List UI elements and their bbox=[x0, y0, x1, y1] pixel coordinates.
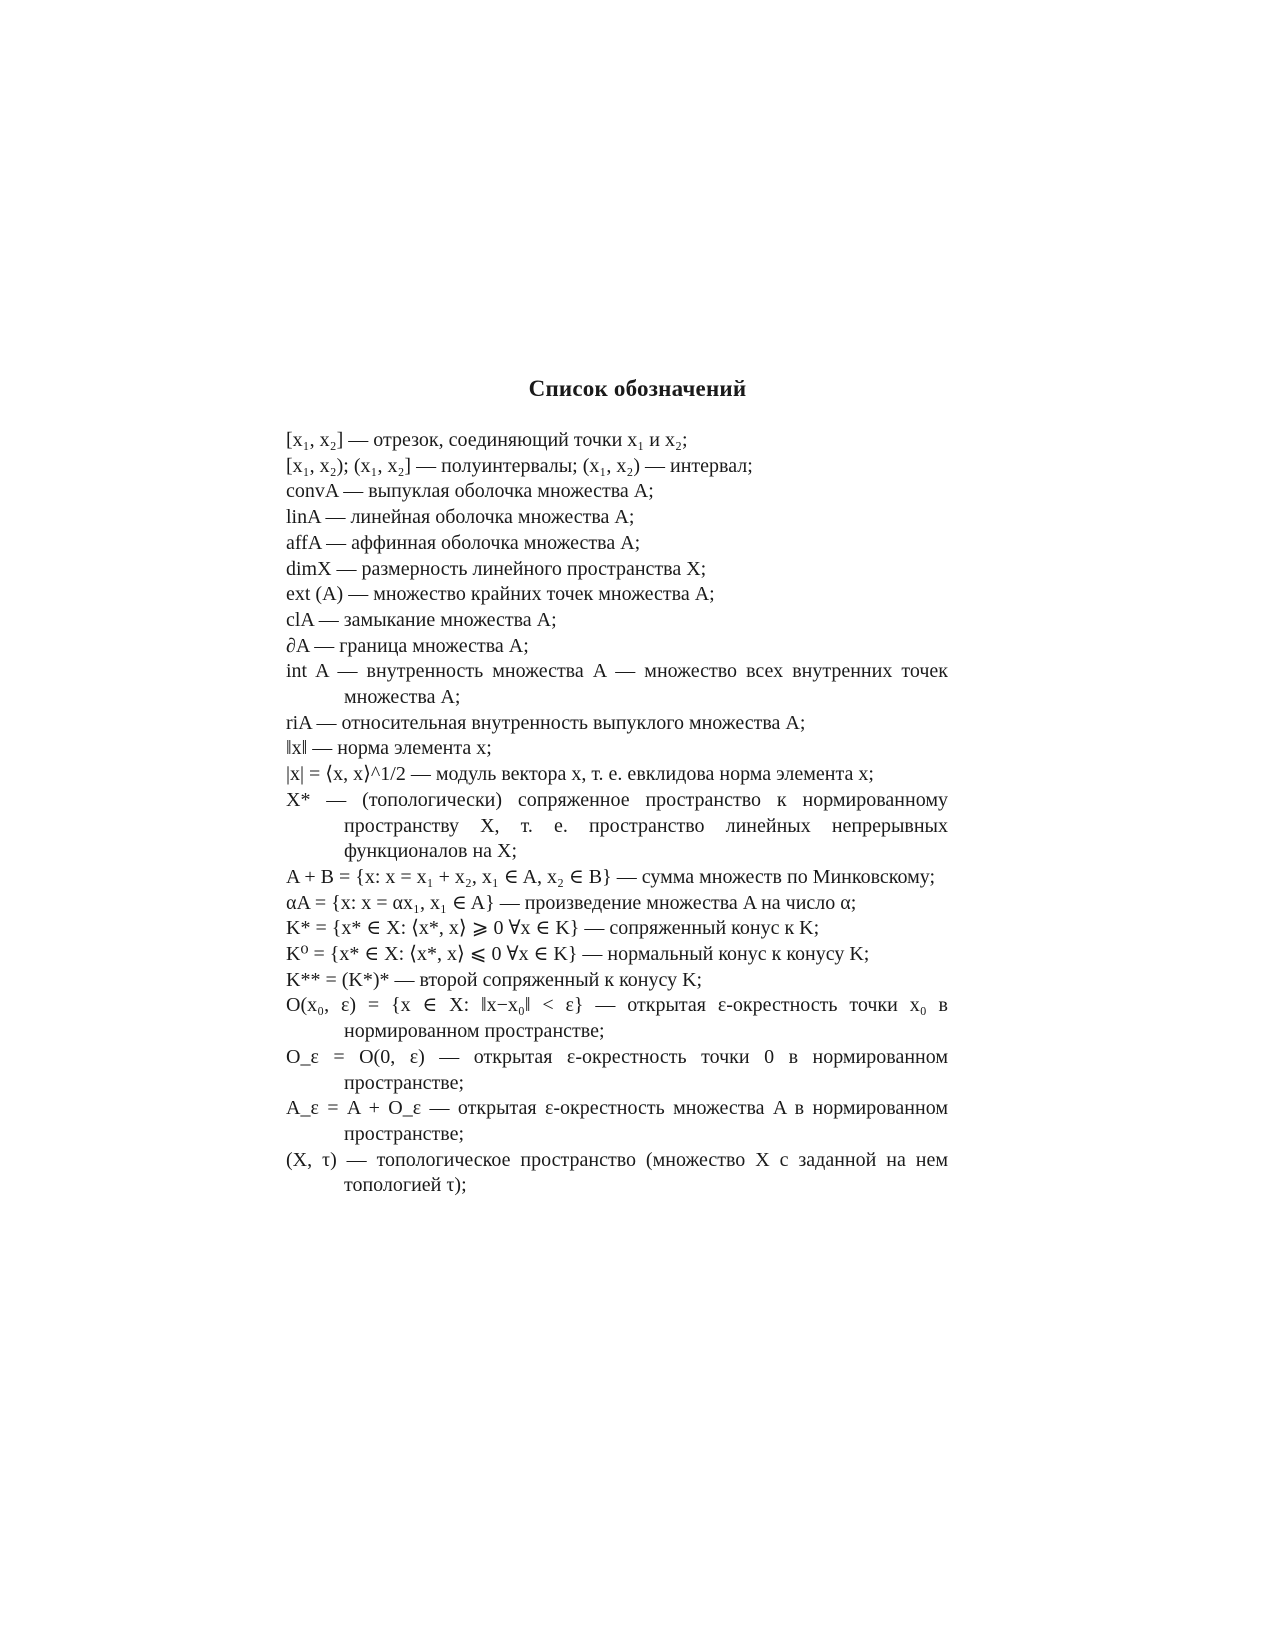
notation-entry: (X, τ) — топологическое пространство (множество X с заданной на нем топологией τ); bbox=[286, 1148, 948, 1197]
notation-entry: clA — замыкание множества A; bbox=[286, 608, 557, 631]
notation-entry: A + B = {x: x = x₁ + x₂, x₁ ∈ A, x₂ ∈ B} — сумма множеств по Минковскому; bbox=[286, 865, 936, 888]
notation-entry: [x₁, x₂] — отрезок, соединяющий точки x₁ и x₂; bbox=[286, 429, 688, 451]
notation-entry: ‖x‖ — норма элемента x; bbox=[286, 737, 492, 760]
page-title: Список обозначений bbox=[528, 376, 747, 402]
notation-entry: X* — (топологически) сопряженное пространство к нормированному пространству X, т. е. пространство линейных непрерывных функционалов на X; bbox=[286, 788, 948, 863]
notation-entry: A_ε = A + O_ε — открытая ε-окрестность множества A в нормированном пространстве; bbox=[286, 1097, 948, 1145]
notation-entry: affA — аффинная оболочка множества A; bbox=[286, 531, 641, 554]
notation-entry: ext (A) — множество крайних точек множества A; bbox=[286, 583, 715, 606]
notation-entry: int A — внутренность множества A — множество всех внутренних точек множества A; bbox=[286, 660, 948, 709]
notation-entry: K** = (K*)* — второй сопряженный к конусу K; bbox=[286, 968, 703, 991]
notation-entry: convA — выпуклая оболочка множества A; bbox=[286, 480, 654, 503]
notation-entry: αA = {x: x = αx₁, x₁ ∈ A} — произведение множества A на число α; bbox=[286, 891, 857, 914]
notation-entry: dimX — размерность линейного пространства X; bbox=[286, 557, 707, 580]
notation-entry: [x₁, x₂); (x₁, x₂] — полуинтервалы; (x₁, x₂) — интервал; bbox=[286, 454, 753, 477]
notation-entry: K* = {x* ∈ X: ⟨x*, x⟩ ⩾ 0 ∀x ∈ K} — сопряженный конус к K; bbox=[286, 917, 820, 940]
notation-entry: ∂A — граница множества A; bbox=[286, 634, 529, 657]
notation-list bbox=[286, 428, 948, 1199]
notation-entry: |x| = ⟨x, x⟩^1/2 — модуль вектора x, т. е. евклидова норма элемента x; bbox=[286, 763, 874, 786]
notation-entry: O_ε = O(0, ε) — открытая ε-окрестность точки 0 в нормированном пространстве; bbox=[286, 1045, 948, 1094]
notation-entry: linA — линейная оболочка множества A; bbox=[286, 506, 635, 529]
notation-entry: K⁰ = {x* ∈ X: ⟨x*, x⟩ ⩽ 0 ∀x ∈ K} — нормальный конус к конусу K; bbox=[286, 943, 870, 966]
notation-entry: riA — относительная внутренность выпуклого множества A; bbox=[286, 711, 806, 734]
notation-entry: O(x₀, ε) = {x ∈ X: ‖x−x₀‖ < ε} — открытая ε-окрестность точки x₀ в нормированном пространстве; bbox=[286, 994, 948, 1043]
